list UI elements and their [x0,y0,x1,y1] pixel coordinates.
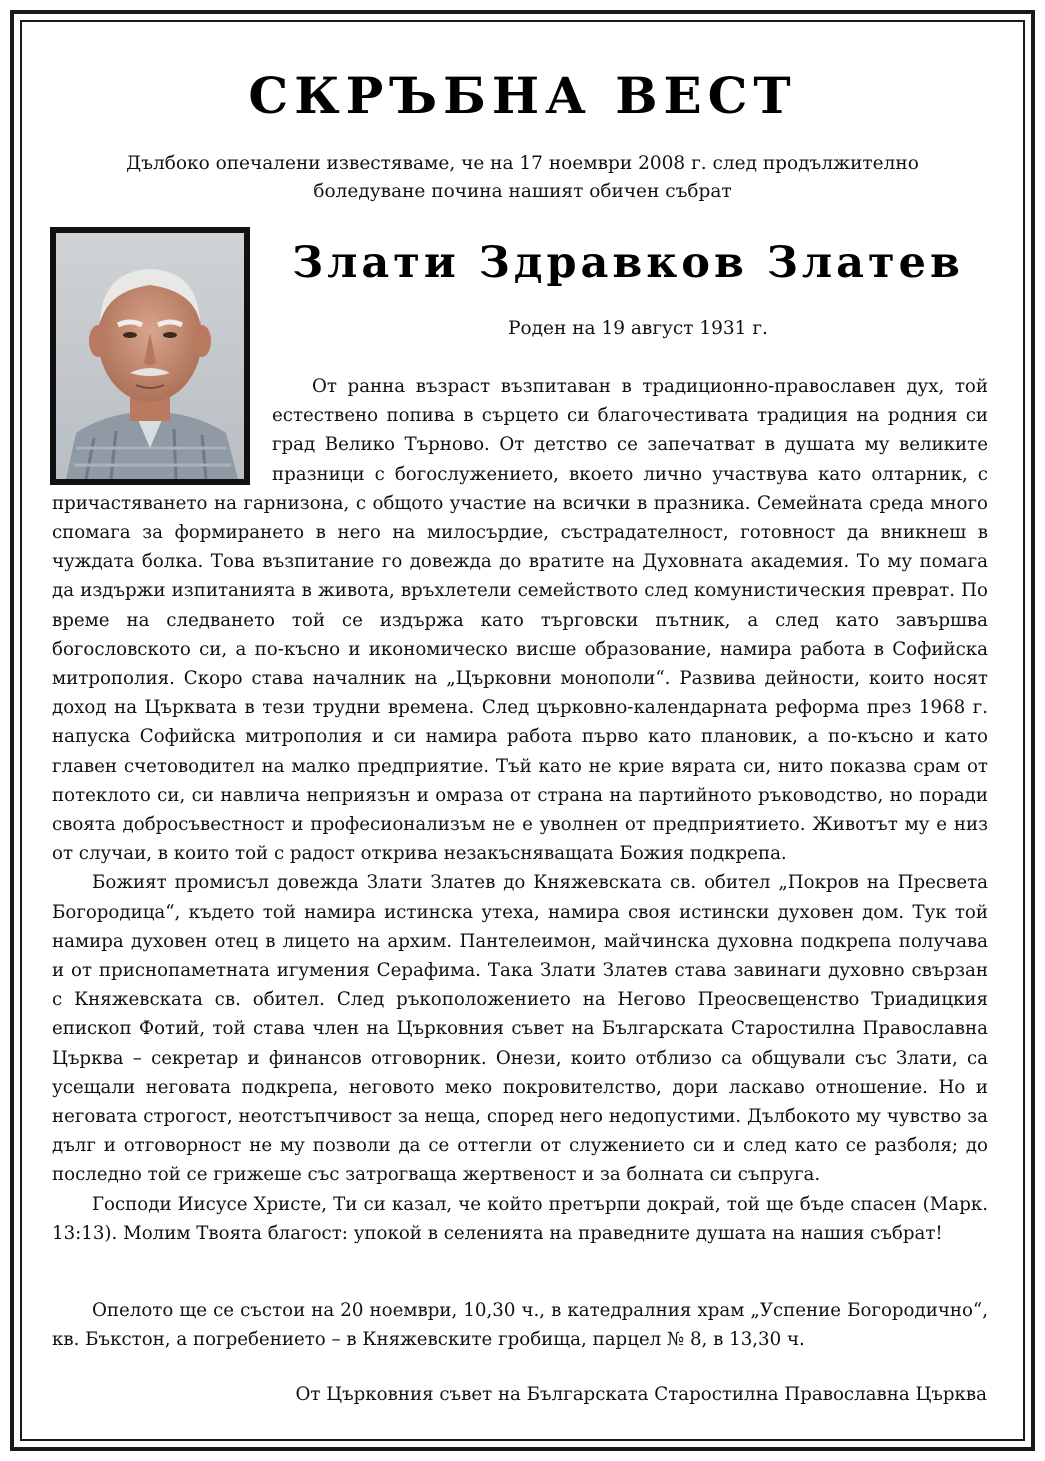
signature: От Църковния съвет на Българската Старостилна Православна Църква [295,1384,987,1405]
paragraph-3: Господи Иисусе Христе, Ти си казал, че който претърпи докрай, той ще бъде спасен (Марк. 13:13). Молим Твоята благост: упокой в селенията на праведните душата на нашия събрат! [52,1193,988,1244]
funeral-details: Опелото ще се състои на 20 ноември, 10,30 ч., в катедралния храм „Успение Богородично“, кв. Бъкстон, а погребението – в Княжевските гробища, парцел № 8, в 13,30 ч. [52,1300,988,1350]
birth-date: Роден на 19 август 1931 г. [508,318,768,339]
photo-wrap-spacer [52,372,272,486]
paragraph-1: От ранна възраст възпитаван в традиционно-православен дух, той естествено попива в сърцето си благочестивата традиция на родния си град Велико Търново. От детство се запечатват в душата му великите празници с богослужението, вкоето лично участвува като олтарник, с причастяването на гарнизона, с общото участие на всички в празника. Семейната среда много спомага за формирането в него на милосърдие, състрадателност, готовност да вникнеш в чуждата болка. Това възпитание го довежда до вратите на Духовната академия. То му помага да издържи изпитанията в живота, връхлетели семейството след комунистическия преврат. По време на следването той се издържа като търговски пътник, а след като завършва богословското си, а по-късно и икономическо висше образование, намира работа в Софийска митрополия. Скоро става началник на „Църковни монополи“. Развива дейности, които носят доход на Църквата в тези трудни времена. След църковно-календарната реформа през 1968 г. напуска Софийска митрополия и си намира работа първо като плановик, а по-късно и като главен счетоводител на малко предприятие. Тъй като не крие вярата си, нито показва срам от потеклото си, си навлича неприязън и омраза от страна на партийното ръководство, но поради своята добросъвестност и професионализъм не е уволнен от предприятието. Животът му е низ от случаи, в които той с радост открива незакъсняващата Божия подкрепа. [52,376,988,865]
paragraph-2: Божият промисъл довежда Злати Златев до Княжевската св. обител „Покров на Пресвета Богородица“, където той намира истинска утеха, намира своя истински духовен дом. Тук той намира духовен отец в лицето на архим. Пантелеимон, майчинска духовна подкрепа получава и от приснопаметната игумения Серафима. Така Злати Златев става завинаги духовно свързан с Княжевската св. обител. След ръкоположението на Негово Преосвещенство Триадицкия епископ Фотий, той става член на Църковния съвет на Българската Старостилна Православна Църква – секретар и финансов отговорник. Онези, които отблизо са общували със Злати, са усещали неговата подкрепа, неговото меко покровителство, дори ласкаво отношение. Но и неговата строгост, неотстъпчивост за неща, според него недопустими. Дълбокото му чувство за дълг и отговорност не му позволи да се оттегли от служението си и след като се разболя; до последно той се грижеше със затрогваща жертвеност и за болната си съпруга. [52,872,988,1186]
deceased-name: Злати Здравков Златев [292,238,964,288]
intro-text: Дълбоко опечалени известяваме, че на 17 ноември 2008 г. след продължително боледуване почина нашият обичен събрат [126,153,919,202]
biography [52,372,988,1248]
notice-title: СКРЪБНА ВЕСТ [248,66,797,125]
